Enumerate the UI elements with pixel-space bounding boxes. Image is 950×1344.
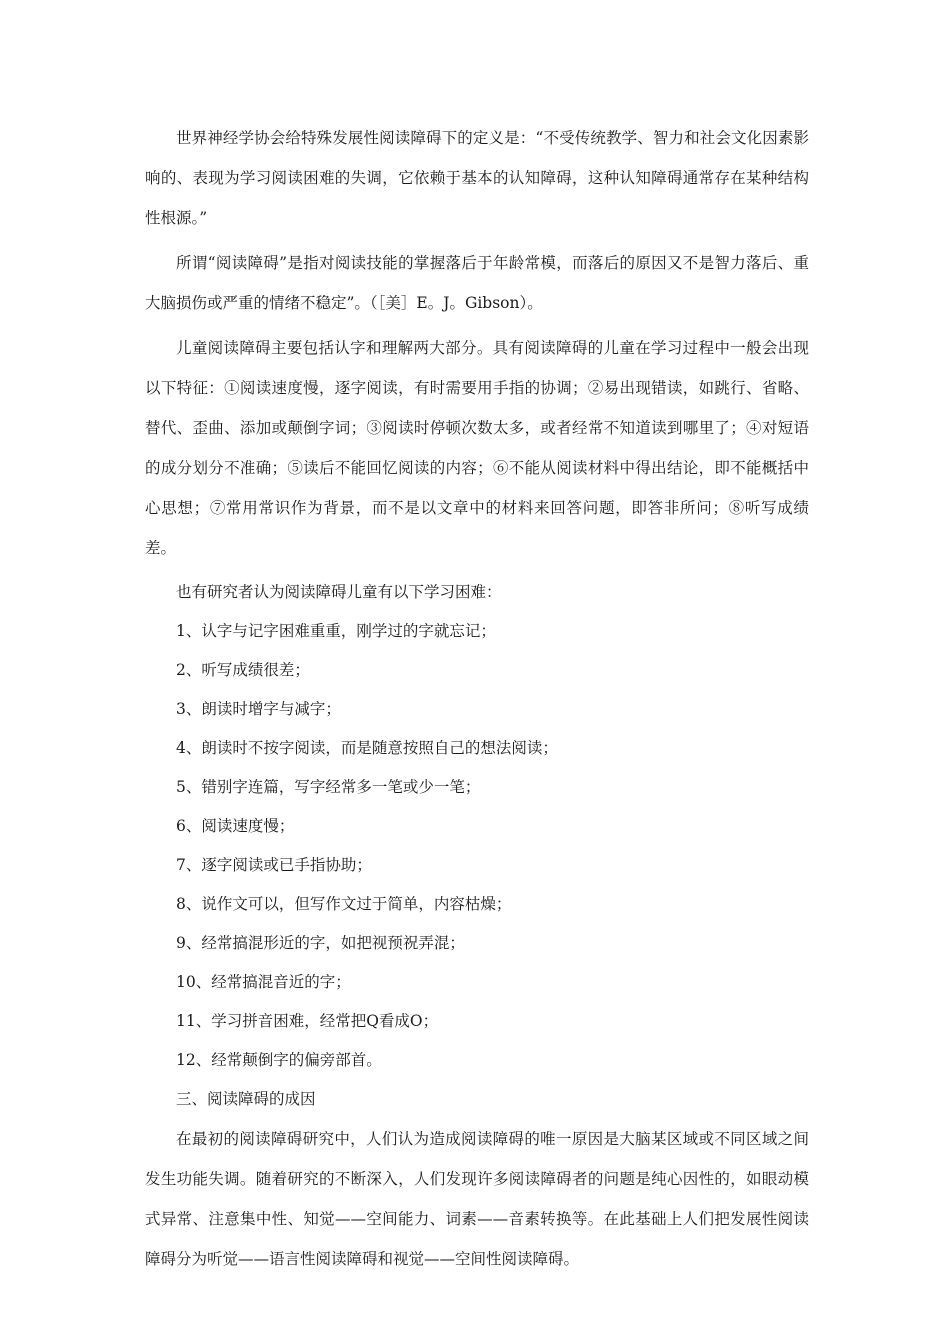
list-item: 1、认字与记字困难重重，刚学过的字就忘记； (176, 622, 496, 640)
list-item: 5、错别字连篇，写字经常多一笔或少一笔； (176, 778, 481, 796)
list-item: 11、学习拼音困难，经常把Q看成O； (176, 1012, 439, 1030)
definition-paragraph: 世界神经学协会给特殊发展性阅读障碍下的定义是：“不受传统教学、智力和社会文化因素影响的、表现为学习阅读困难的失调，它依赖于基本的认知障碍，这种认知障碍通常存在某种结构性根源。” (145, 129, 809, 227)
document-body (145, 118, 809, 1284)
list-item: 12、经常颠倒字的偏旁部首。 (176, 1051, 382, 1069)
list-item: 10、经常搞混音近的字； (176, 973, 351, 991)
causes-paragraph: 在最初的阅读障碍研究中，人们认为造成阅读障碍的唯一原因是大脑某区域或不同区域之间发生功能失调。随着研究的不断深入，人们发现许多阅读障碍者的问题是纯心因性的，如眼动模式异常、注意集中性、知觉——空间能力、词素——音素转换等。在此基础上人们把发展性阅读障碍分为听觉——语言性阅读障碍和视觉——空间性阅读障碍。 (145, 1130, 809, 1268)
section-heading: 三、阅读障碍的成因 (176, 1090, 316, 1108)
difficulty-list (145, 612, 809, 1080)
characteristics-paragraph: 儿童阅读障碍主要包括认字和理解两大部分。具有阅读障碍的儿童在学习过程中一般会出现以下特征：①阅读速度慢，逐字阅读，有时需要用手指的协调；②易出现错读，如跳行、省略、替代、歪曲、添加或颠倒字词；③阅读时停顿次数太多，或者经常不知道读到哪里了；④对短语的成分划分不准确；⑤读后不能回忆阅读的内容；⑥不能从阅读材料中得出结论，即不能概括中心思想；⑦常用常识作为背景，而不是以文章中的材料来回答问题，即答非所问；⑧听写成绩差。 (145, 339, 809, 557)
list-item: 6、阅读速度慢； (176, 817, 295, 835)
reading-disorder-definition-paragraph: 所谓“阅读障碍”是指对阅读技能的掌握落后于年龄常模，而落后的原因又不是智力落后、重大脑损伤或严重的情绪不稳定”。（［美］E。J。Gibson）。 (145, 254, 809, 312)
list-item: 8、说作文可以，但写作文过于简单，内容枯燥； (176, 895, 512, 913)
list-item: 9、经常搞混形近的字，如把视预祝弄混； (176, 934, 465, 952)
list-intro: 也有研究者认为阅读障碍儿童有以下学习困难： (176, 583, 502, 601)
list-item: 7、逐字阅读或已手指协助； (176, 856, 372, 874)
list-item: 3、朗读时增字与减字； (176, 700, 341, 718)
list-item: 2、听写成绩很差； (176, 661, 310, 679)
list-item: 4、朗读时不按字阅读，而是随意按照自己的想法阅读； (176, 739, 558, 757)
